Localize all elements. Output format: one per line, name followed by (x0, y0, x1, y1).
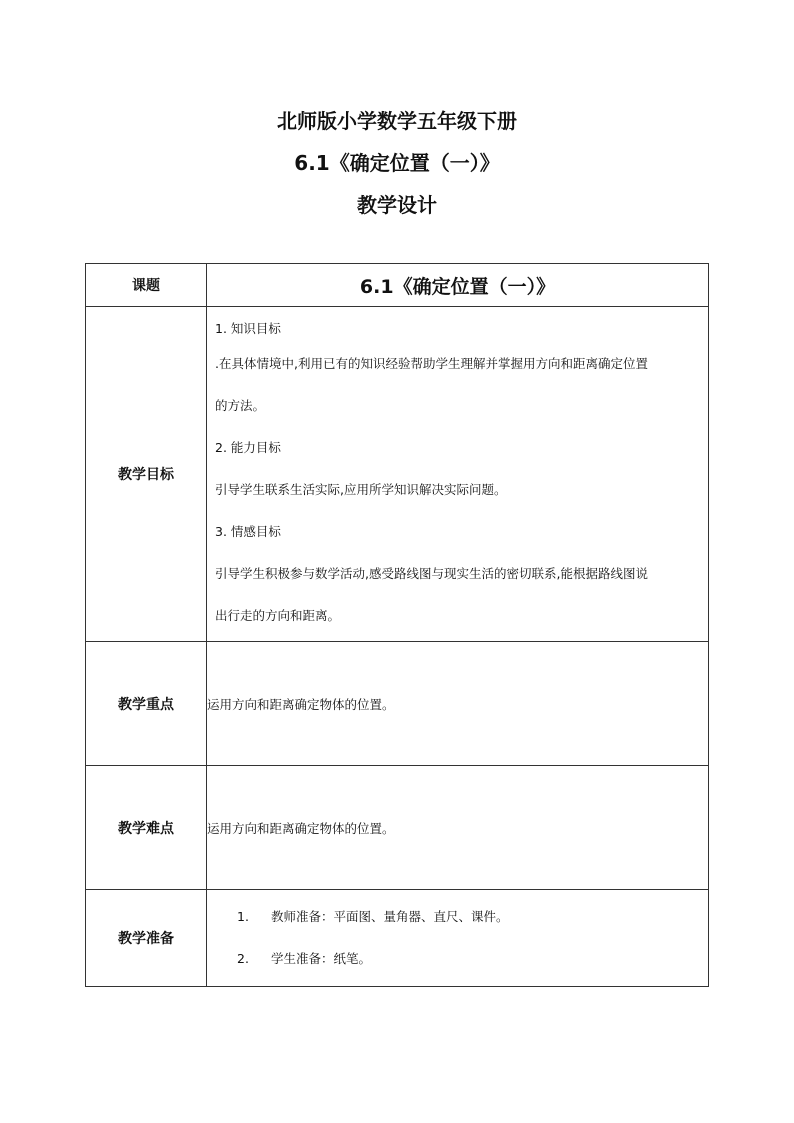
table-row-goals (86, 307, 709, 642)
key-points-label: 教学重点 (86, 642, 207, 766)
goal-text-line: .在具体情境中,利用已有的知识经验帮助学生理解并掌握用方向和距离确定位置 (215, 356, 648, 371)
document-title-block (0, 100, 794, 226)
key-points-value: 运用方向和距离确定物体的位置。 (207, 642, 709, 766)
list-item-number: 1. (237, 909, 249, 924)
list-item (237, 896, 708, 938)
table-row-topic (86, 264, 709, 307)
goal-text-line: 的方法。 (215, 398, 266, 413)
lesson-plan-table (85, 263, 709, 987)
difficulties-value: 运用方向和距离确定物体的位置。 (207, 766, 709, 890)
title-doc-type: 教学设计 (357, 193, 437, 217)
topic-value: 6.1《确定位置（一）》 (207, 264, 709, 307)
goal-text-line: 引导学生联系生活实际,应用所学知识解决实际问题。 (215, 482, 507, 497)
goal-text-line: 引导学生积极参与数学活动,感受路线图与现实生活的密切联系,能根据路线图说 (215, 566, 648, 581)
table-row-preparation (86, 890, 709, 987)
preparation-label: 教学准备 (86, 890, 207, 987)
goal-heading-knowledge: 1. 知识目标 (215, 321, 281, 336)
goal-heading-ability: 2. 能力目标 (215, 440, 281, 455)
title-textbook: 北师版小学数学五年级下册 (277, 109, 517, 133)
list-item-number: 2. (237, 951, 249, 966)
table-row-difficulties (86, 766, 709, 890)
topic-label: 课题 (86, 264, 207, 307)
goals-label: 教学目标 (86, 307, 207, 642)
list-item-text: 学生准备：纸笔。 (271, 951, 372, 966)
difficulties-label: 教学难点 (86, 766, 207, 890)
list-item (237, 938, 708, 980)
list-item-text: 教师准备：平面图、量角器、直尺、课件。 (271, 909, 509, 924)
table-row-key-points (86, 642, 709, 766)
goal-text-line: 出行走的方向和距离。 (215, 608, 341, 623)
title-lesson: 6.1《确定位置（一）》 (294, 151, 500, 175)
goal-heading-emotion: 3. 情感目标 (215, 524, 281, 539)
goals-cell (207, 307, 709, 642)
preparation-cell (207, 890, 709, 987)
